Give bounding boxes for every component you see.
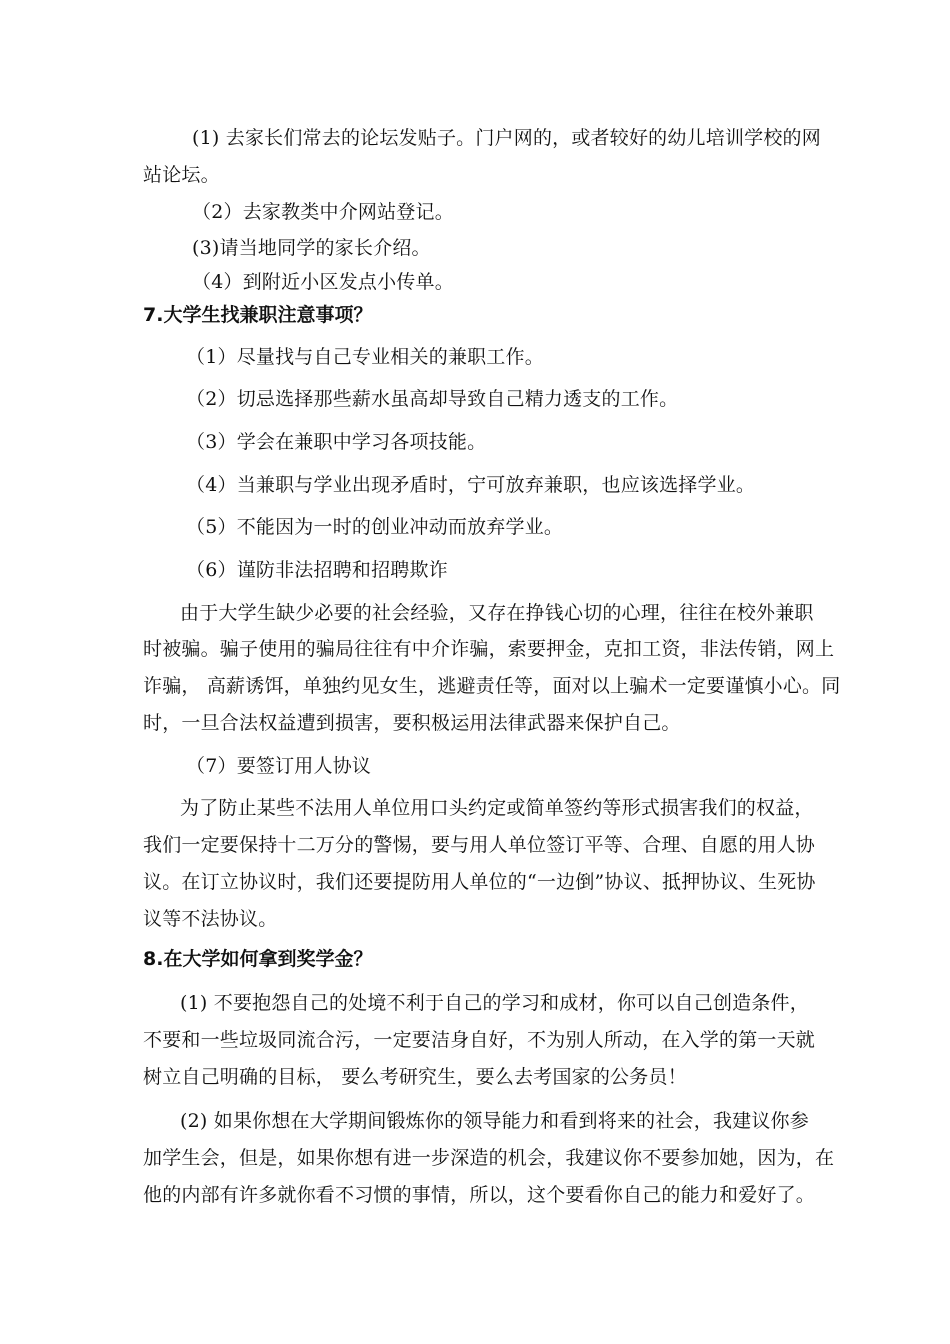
s7-para2-line4: 议等不法协议。 <box>143 908 278 930</box>
section8-heading: 8.在大学如何拿到奖学金？ <box>143 948 373 970</box>
s6-item1-line1: (1) 去家长们常去的论坛发贴子。门户网的，或者较好的幼儿培训学校的网 <box>192 127 821 149</box>
s7-item2: （2）切忌选择那些薪水虽高却导致自己精力透支的工作。 <box>186 388 679 410</box>
s7-item7: （7）要签订用人协议 <box>186 755 372 777</box>
s7-item1: （1）尽量找与自己专业相关的兼职工作。 <box>186 346 544 368</box>
s6-item3: (3)请当地同学的家长介绍。 <box>192 237 431 259</box>
s7-item5: （5）不能因为一时的创业冲动而放弃学业。 <box>186 516 564 538</box>
s7-item6: （6）谨防非法招聘和招聘欺诈 <box>186 559 448 581</box>
s6-item1-line2: 站论坛。 <box>143 164 220 186</box>
s6-item2: （2）去家教类中介网站登记。 <box>192 201 454 223</box>
s8-item1-line2: 不要和一些垃圾同流合污，一定要洁身自好，不为别人所动，在入学的第一天就 <box>143 1029 816 1051</box>
s7-para2-line2: 我们一定要保持十二万分的警惕，要与用人单位签订平等、合理、自愿的用人协 <box>143 834 816 856</box>
s7-para1-line3: 诈骗， 高薪诱饵，单独约见女生，逃避责任等，面对以上骗术一定要谨慎小心。同 <box>143 675 841 697</box>
s7-item3: （3）学会在兼职中学习各项技能。 <box>186 431 487 453</box>
s7-para2-line1: 为了防止某些不法用人单位用口头约定或简单签约等形式损害我们的权益， <box>180 797 814 819</box>
s8-item2-line3: 他的内部有许多就你看不习惯的事情，所以，这个要看你自己的能力和爱好了。 <box>143 1184 816 1206</box>
s8-item2-line2: 加学生会，但是，如果你想有进一步深造的机会，我建议你不要参加她，因为，在 <box>143 1147 835 1169</box>
s8-item1-line3: 树立自己明确的目标， 要么考研究生，要么去考国家的公务员！ <box>143 1066 687 1088</box>
s8-item2-line1: (2) 如果你想在大学期间锻炼你的领导能力和看到将来的社会，我建议你参 <box>180 1110 809 1132</box>
s8-item1-line1: (1) 不要抱怨自己的处境不利于自己的学习和成材，你可以自己创造条件， <box>180 992 809 1014</box>
s7-para1-line4: 时，一旦合法权益遭到损害，要积极运用法律武器来保护自己。 <box>143 712 681 734</box>
s7-para1-line1: 由于大学生缺少必要的社会经验，又存在挣钱心切的心理，往往在校外兼职 <box>180 602 814 624</box>
s6-item4: （4）到附近小区发点小传单。 <box>192 271 454 293</box>
s7-para2-line3: 议。在订立协议时，我们还要提防用人单位的“一边倒”协议、抵押协议、生死协 <box>143 871 816 893</box>
section7-heading: 7.大学生找兼职注意事项？ <box>143 304 373 326</box>
s7-para1-line2: 时被骗。骗子使用的骗局往往有中介诈骗，索要押金，克扣工资，非法传销，网上 <box>143 638 835 660</box>
s7-item4: （4）当兼职与学业出现矛盾时，宁可放弃兼职，也应该选择学业。 <box>186 474 756 496</box>
